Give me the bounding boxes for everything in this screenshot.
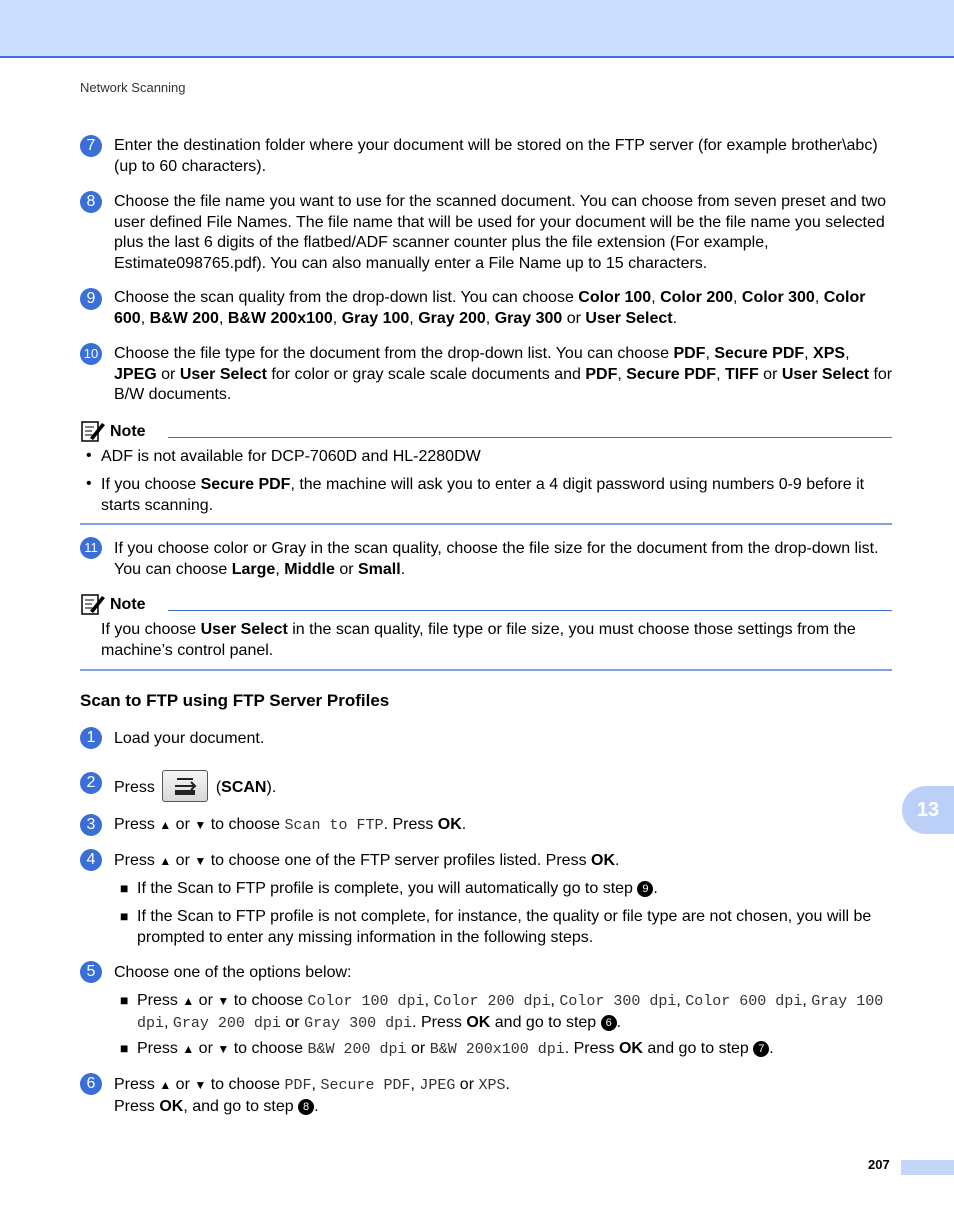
step-11-text: If you choose color or Gray in the scan quality, choose the file size for the document from the drop-down list. You can choose Large, Middle or Small. bbox=[114, 540, 879, 578]
step-9-text: Choose the scan quality from the drop-down list. You can choose Color 100, Color 200, Color 300, Color 600, B&W 200, B&W 200x100, Gray 100, Gray 200, Gray 300 or User Select. bbox=[114, 289, 866, 327]
step-ref-8: 8 bbox=[298, 1099, 314, 1115]
bullet: • bbox=[86, 475, 92, 492]
scan-icon bbox=[163, 771, 207, 801]
header-bar bbox=[0, 0, 954, 58]
s2-step-4-sub-2: If the Scan to FTP profile is not complete, for instance, the quality or file type are not chosen, you will be prompted to enter any missing information in the following steps. bbox=[137, 908, 872, 946]
note-1-item-2: If you choose Secure PDF, the machine will ask you to enter a 4 digit password using numbers 0-9 before it starts scanning. bbox=[101, 476, 865, 514]
s2-step-6-number: 6 bbox=[80, 1073, 102, 1095]
note-1-top-line bbox=[168, 437, 892, 438]
square-bullet-icon: ■ bbox=[120, 880, 129, 896]
section-heading: Scan to FTP using FTP Server Profiles bbox=[80, 691, 390, 710]
s2-step-4-number: 4 bbox=[80, 849, 102, 871]
up-arrow-icon: ▲ bbox=[182, 994, 195, 1008]
step-ref-7: 7 bbox=[753, 1041, 769, 1057]
s2-step-4-text: Press ▲ or ▼ to choose one of the FTP server profiles listed. Press OK. bbox=[114, 852, 620, 869]
square-bullet-icon: ■ bbox=[120, 1040, 129, 1056]
down-arrow-icon: ▼ bbox=[194, 818, 207, 832]
up-arrow-icon: ▲ bbox=[182, 1042, 195, 1056]
down-arrow-icon: ▼ bbox=[217, 994, 230, 1008]
up-arrow-icon: ▲ bbox=[159, 818, 172, 832]
note-pencil-icon bbox=[80, 419, 106, 443]
s2-step-1-number: 1 bbox=[80, 727, 102, 749]
square-bullet-icon: ■ bbox=[120, 908, 129, 924]
s2-step-3-text: Press ▲ or ▼ to choose Scan to FTP. Press OK. bbox=[114, 816, 467, 834]
s2-step-5-option-a: Press ▲ or ▼ to choose Color 100 dpi, Color 200 dpi, Color 300 dpi, Color 600 dpi, Gray 100 dpi, Gray 200 dpi or Gray 300 dpi. Press OK and go to step 6 . bbox=[137, 992, 884, 1032]
note-2-bottom-rule bbox=[80, 669, 892, 671]
up-arrow-icon: ▲ bbox=[159, 854, 172, 868]
s2-step-3-number: 3 bbox=[80, 814, 102, 836]
step-7-number: 7 bbox=[80, 135, 102, 157]
note-2-top-line bbox=[168, 610, 892, 611]
page-number-bar bbox=[901, 1160, 954, 1175]
step-ref-9: 9 bbox=[637, 881, 653, 897]
down-arrow-icon: ▼ bbox=[194, 854, 207, 868]
step-7-text: Enter the destination folder where your document will be stored on the FTP server (for example brother\abc) (up to 60 characters). bbox=[114, 137, 878, 175]
s2-step-2-text: Press (SCAN). bbox=[114, 772, 894, 804]
bullet: • bbox=[86, 447, 92, 464]
s2-step-2-number: 2 bbox=[80, 772, 102, 794]
page-number: 207 bbox=[868, 1157, 890, 1172]
step-ref-6: 6 bbox=[601, 1015, 617, 1031]
s2-step-1-text: Load your document. bbox=[114, 730, 265, 747]
s2-step-6-text: Press ▲ or ▼ to choose PDF, Secure PDF, JPEG or XPS. Press OK, and go to step 8 . bbox=[114, 1076, 510, 1115]
step-8-number: 8 bbox=[80, 191, 102, 213]
note-1-item-1: ADF is not available for DCP-7060D and HL-2280DW bbox=[101, 448, 481, 465]
note-pencil-icon bbox=[80, 592, 106, 616]
s2-step-4-sub-1: If the Scan to FTP profile is complete, you will automatically go to step 9 . bbox=[137, 880, 658, 897]
step-9-number: 9 bbox=[80, 288, 102, 310]
note-2-text: If you choose User Select in the scan quality, file type or file size, you must choose those settings from the machine’s control panel. bbox=[101, 621, 856, 659]
square-bullet-icon: ■ bbox=[120, 992, 129, 1008]
section-label: Network Scanning bbox=[80, 80, 186, 95]
down-arrow-icon: ▼ bbox=[194, 1078, 207, 1092]
note-1-bottom-rule bbox=[80, 523, 892, 525]
step-8-text: Choose the file name you want to use for the scanned document. You can choose from seven preset and two user defined File Names. The file name that will be used for your document will be the file name you selected plus the last 6 digits of the flatbed/ADF scanner counter plus the file extension (For example, Estimate098765.pdf). You can also manually enter a File Name up to 15 characters. bbox=[114, 193, 887, 272]
down-arrow-icon: ▼ bbox=[217, 1042, 230, 1056]
s2-step-5-number: 5 bbox=[80, 961, 102, 983]
step-10-text: Choose the file type for the document from the drop-down list. You can choose PDF, Secure PDF, XPS, JPEG or User Select for color or gray scale scale documents and PDF, Secure PDF, TIFF or User Select for B/W documents. bbox=[114, 345, 893, 403]
scan-button-image bbox=[162, 770, 208, 802]
step-11-number: 11 bbox=[80, 537, 102, 559]
up-arrow-icon: ▲ bbox=[159, 1078, 172, 1092]
note-1-label: Note bbox=[110, 423, 146, 440]
note-2-label: Note bbox=[110, 596, 146, 613]
s2-step-5-text: Choose one of the options below: bbox=[114, 964, 352, 981]
s2-step-5-option-b: Press ▲ or ▼ to choose B&W 200 dpi or B&W 200x100 dpi. Press OK and go to step 7 . bbox=[137, 1040, 774, 1058]
step-10-number: 10 bbox=[80, 343, 102, 365]
chapter-tab: 13 bbox=[902, 786, 954, 834]
